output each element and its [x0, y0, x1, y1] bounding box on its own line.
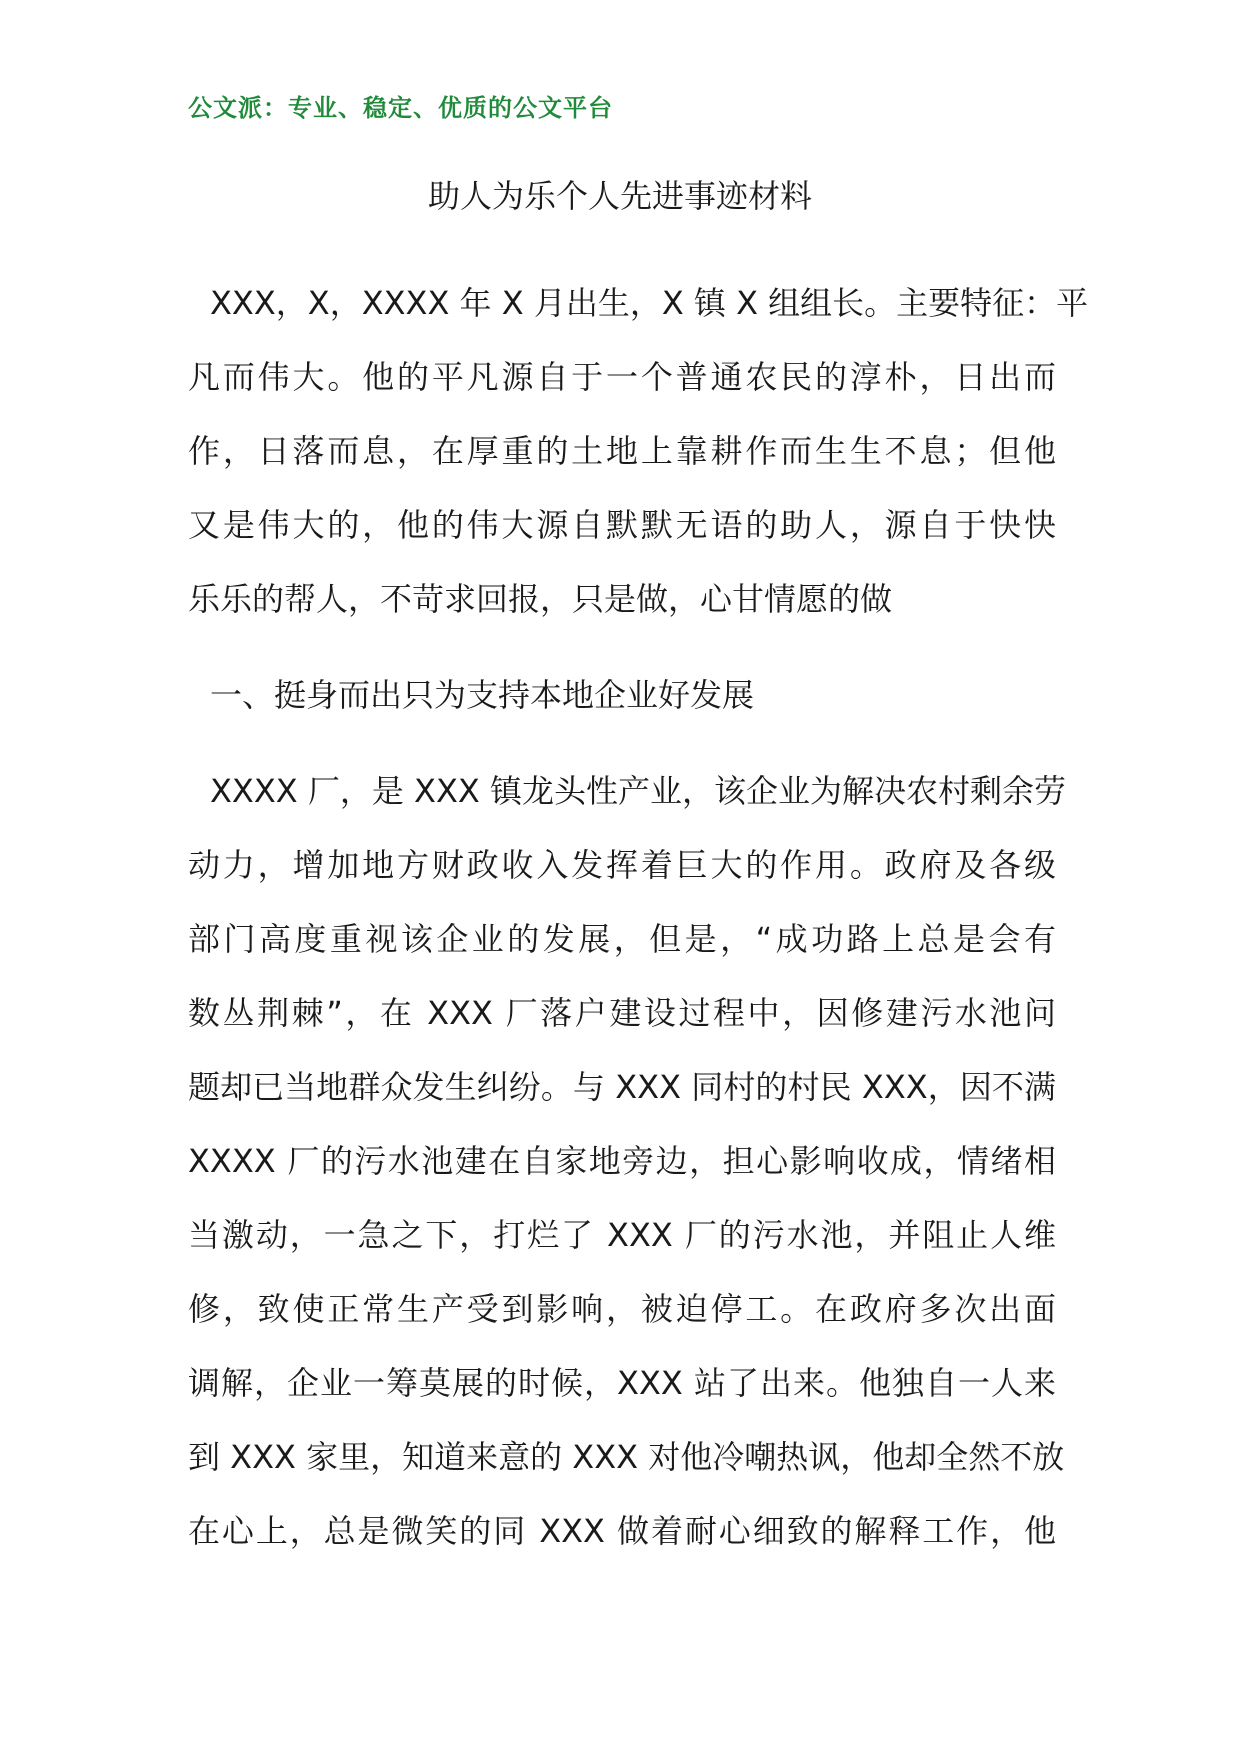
paragraph-1 — [188, 266, 1089, 636]
text-line: 凡而伟大。他的平凡源自于一个普通农民的淳朴，日出而 — [188, 358, 1056, 396]
section-heading — [188, 658, 1056, 732]
section-heading-text: 一、挺身而出只为支持本地企业好发展 — [210, 676, 755, 714]
text-line: 到 XXX 家里，知道来意的 XXX 对他冷嘲热讽，他却全然不放 — [188, 1438, 1065, 1476]
text-line: 部门高度重视该企业的发展，但是，“成功路上总是会有 — [188, 920, 1056, 958]
text-line: XXX，X，XXXX 年 X 月出生，X 镇 X 组组长。主要特征：平 — [210, 284, 1089, 322]
document-title: 助人为乐个人先进事迹材料 — [427, 177, 812, 215]
text-line: 在心上，总是微笑的同 XXX 做着耐心细致的解释工作，他 — [188, 1512, 1056, 1550]
text-line: XXXX 厂的污水池建在自家地旁边，担心影响收成，情绪相 — [188, 1142, 1056, 1180]
text-line: 作，日落而息，在厚重的土地上靠耕作而生生不息；但他 — [188, 432, 1056, 470]
text-line: 又是伟大的，他的伟大源自默默无语的助人，源自于快快 — [188, 506, 1056, 544]
text-line: 修，致使正常生产受到影响，被迫停工。在政府多次出面 — [188, 1290, 1056, 1328]
text-line: 乐乐的帮人，不苛求回报，只是做，心甘情愿的做 — [188, 580, 893, 618]
document-body — [188, 266, 1089, 1568]
text-line: 调解，企业一筹莫展的时候，XXX 站了出来。他独自一人来 — [188, 1364, 1056, 1402]
paragraph-2 — [188, 754, 1066, 1568]
text-line: 数丛荆棘”，在 XXX 厂落户建设过程中，因修建污水池问 — [188, 994, 1056, 1032]
text-line: 动力，增加地方财政收入发挥着巨大的作用。政府及各级 — [188, 846, 1056, 884]
text-line: XXXX 厂，是 XXX 镇龙头性产业，该企业为解决农村剩余劳 — [210, 772, 1066, 810]
site-header-banner: 公文派：专业、稳定、优质的公文平台 — [188, 94, 613, 122]
text-line: 当激动，一急之下，打烂了 XXX 厂的污水池，并阻止人维 — [188, 1216, 1056, 1254]
text-line: 题却已当地群众发生纠纷。与 XXX 同村的村民 XXX，因不满 — [188, 1068, 1056, 1106]
